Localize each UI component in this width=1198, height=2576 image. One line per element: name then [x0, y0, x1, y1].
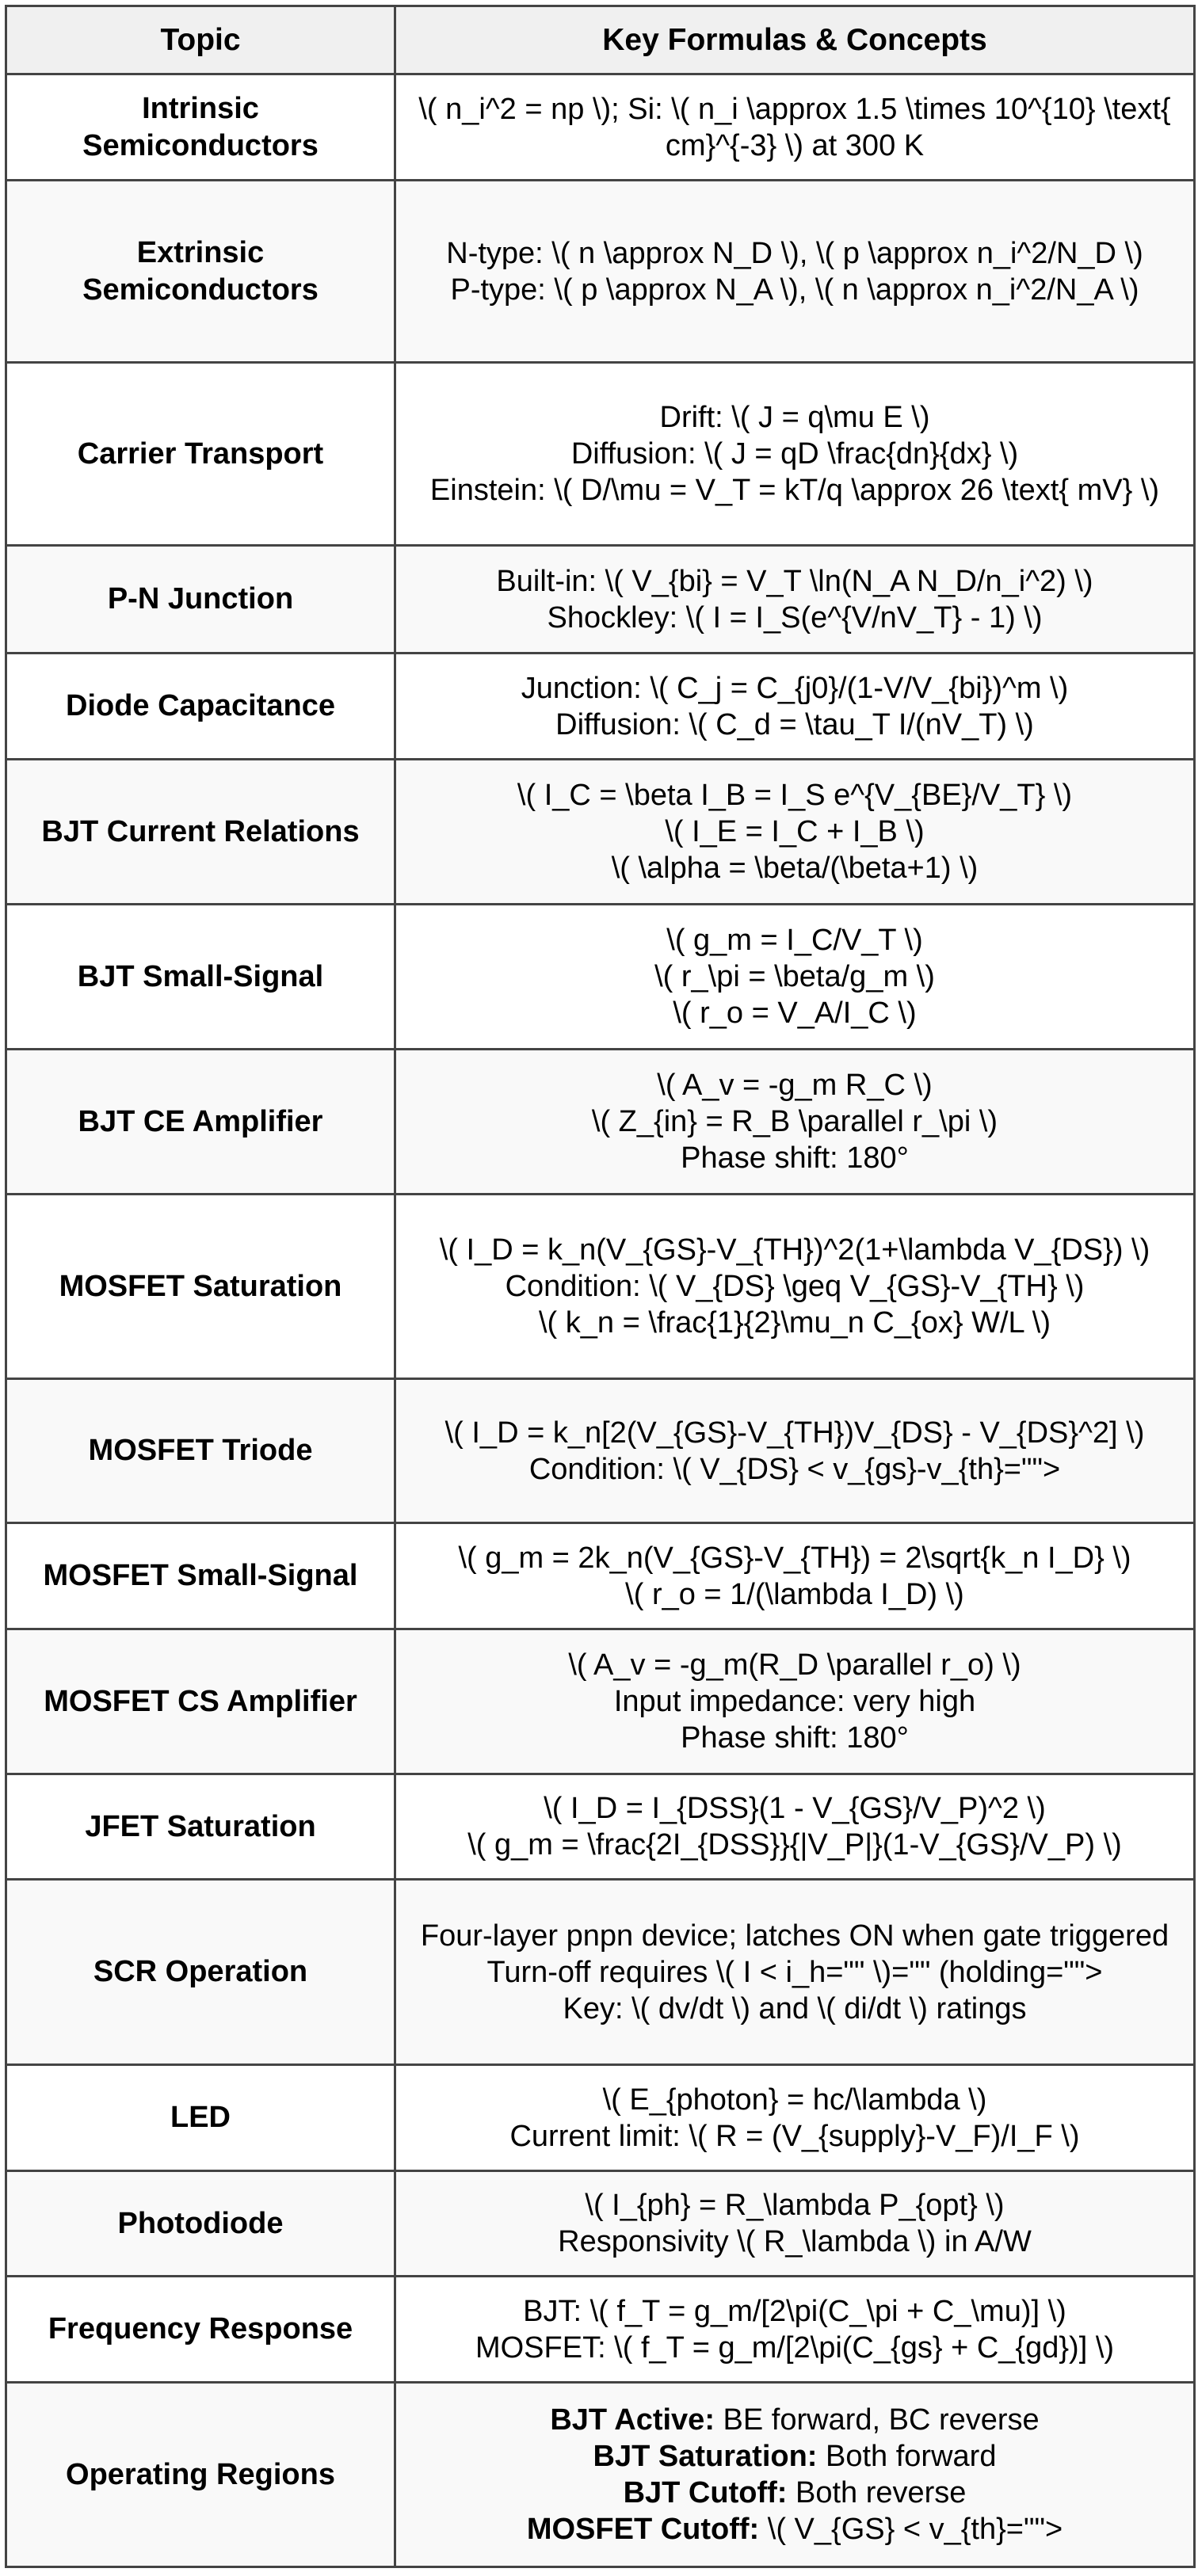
formula-cell	[395, 1774, 1195, 1880]
formula-line: \( g_m = I_C/V_T \)	[666, 924, 923, 957]
formula-cell	[395, 654, 1195, 760]
formula-line: \( r_o = 1/(\lambda I_D) \)	[625, 1577, 964, 1611]
topic-cell: P-N Junction	[6, 546, 395, 654]
formula-line: Einstein: \( D/\mu = V_T = kT/q \approx 26 \text{ mV} \)	[429, 474, 1160, 507]
table-row	[6, 2171, 1195, 2277]
formula-cell	[395, 1379, 1195, 1523]
topic-cell: MOSFET CS Amplifier	[6, 1629, 395, 1774]
formula-line: \( \alpha = \beta/(\beta+1) \)	[611, 852, 979, 885]
region-line	[412, 2511, 1177, 2547]
formula-cell	[395, 2383, 1195, 2567]
formula-cell	[395, 1629, 1195, 1774]
formula-line: \( A_v = -g_m(R_D \parallel r_o) \)	[568, 1648, 1021, 1682]
formula-line: \( I_{ph} = R_\lambda P_{opt} \)	[585, 2189, 1005, 2222]
table-row	[6, 181, 1195, 363]
region-text: Both forward	[817, 2440, 997, 2473]
table-row	[6, 654, 1195, 760]
topic-cell: Extrinsic Semiconductors	[6, 181, 395, 363]
formula-line: \( Z_{in} = R_B \parallel r_\pi \)	[591, 1105, 998, 1138]
formula-line: Diffusion: \( J = qD \frac{dn}{dx} \)	[570, 437, 1019, 471]
header-topic: Topic	[6, 6, 395, 74]
table-row	[6, 74, 1195, 181]
formula-line: \( I_E = I_C + I_B \)	[665, 815, 925, 848]
topic-cell: BJT CE Amplifier	[6, 1050, 395, 1195]
table-row	[6, 363, 1195, 546]
topic-cell: JFET Saturation	[6, 1774, 395, 1880]
formula-cell	[395, 1523, 1195, 1629]
topic-cell: Carrier Transport	[6, 363, 395, 546]
formula-line: \( I_D = k_n(V_{GS}-V_{TH})^2(1+\lambda V_{DS}) \)	[439, 1233, 1150, 1267]
table-row	[6, 1880, 1195, 2065]
formula-line: P-type: \( p \approx N_A \), \( n \approx n_i^2/N_A \)	[450, 272, 1139, 307]
formula-line: \( k_n = \frac{1}{2}\mu_n C_{ox} W/L \)	[538, 1306, 1051, 1339]
formula-line: \( g_m = \frac{2I_{DSS}}{|V_P|}(1-V_{GS}/V_P) \)	[467, 1828, 1122, 1862]
formula-cell	[395, 181, 1195, 363]
topic-cell: Diode Capacitance	[6, 654, 395, 760]
formula-line: N-type: \( n \approx N_D \), \( p \approx n_i^2/N_D \)	[446, 236, 1143, 270]
formula-cell	[395, 905, 1195, 1050]
formula-cell	[395, 2171, 1195, 2277]
formula-line: Condition: \( V_{DS} < v_{gs}-v_{th}="">	[528, 1452, 1061, 1486]
topic-cell: SCR Operation	[6, 1880, 395, 2065]
formula-line: Shockley: \( I = I_S(e^{V/nV_T} - 1) \)	[547, 600, 1043, 634]
formula-line: \( r_o = V_A/I_C \)	[673, 996, 917, 1030]
table-row	[6, 760, 1195, 905]
formula-line: \( r_\pi = \beta/g_m \)	[654, 960, 935, 993]
topic-cell: LED	[6, 2065, 395, 2171]
region-text: \( V_{GS} < v_{th}="">	[759, 2513, 1063, 2546]
header-row	[6, 6, 1195, 74]
formula-line: Built-in: \( V_{bi} = V_T \ln(N_A N_D/n_i^2) \)	[496, 564, 1093, 598]
formula-line: \( A_v = -g_m R_C \)	[657, 1069, 933, 1102]
region-label: BJT Cutoff:	[623, 2476, 788, 2509]
table-row	[6, 905, 1195, 1050]
table-row	[6, 2277, 1195, 2383]
topic-cell: Photodiode	[6, 2171, 395, 2277]
formula-cell	[395, 1050, 1195, 1195]
region-line	[412, 2402, 1177, 2438]
formula-reference-sheet	[5, 5, 1193, 2568]
formula-cell	[395, 363, 1195, 546]
topic-cell: Intrinsic Semiconductors	[6, 74, 395, 181]
formula-cell	[395, 74, 1195, 181]
table-row	[6, 1629, 1195, 1774]
table-row	[6, 2065, 1195, 2171]
topic-cell: Frequency Response	[6, 2277, 395, 2383]
table-row	[6, 546, 1195, 654]
formula-line: Diffusion: \( C_d = \tau_T I/(nV_T) \)	[555, 707, 1034, 741]
formula-line: Phase shift: 180°	[681, 1721, 909, 1755]
formula-line: MOSFET: \( f_T = g_m/[2\pi(C_{gs} + C_{gd})] \)	[475, 2330, 1115, 2365]
topic-cell: MOSFET Saturation	[6, 1195, 395, 1379]
formula-table	[5, 5, 1196, 2568]
formula-cell	[395, 1195, 1195, 1379]
region-text: Both reverse	[787, 2476, 967, 2509]
formula-line: Phase shift: 180°	[681, 1141, 909, 1175]
region-label: BJT Active:	[550, 2403, 715, 2437]
formula-line: \( E_{photon} = hc/\lambda \)	[602, 2083, 987, 2117]
formula-line: Current limit: \( R = (V_{supply}-V_F)/I_F \)	[509, 2119, 1080, 2153]
region-line	[412, 2475, 1177, 2511]
formula-cell	[395, 1880, 1195, 2065]
table-row	[6, 1379, 1195, 1523]
formula-line: \( n_i^2 = np \); Si: \( n_i \approx 1.5 \times 10^{10} \text{ cm}^{-3} \) at 300 K	[418, 92, 1171, 162]
topic-cell: BJT Small-Signal	[6, 905, 395, 1050]
region-text: BE forward, BC reverse	[714, 2403, 1040, 2437]
formula-cell	[395, 2277, 1195, 2383]
formula-line: Responsivity \( R_\lambda \) in A/W	[558, 2225, 1032, 2258]
topic-cell: MOSFET Small-Signal	[6, 1523, 395, 1629]
region-line	[412, 2438, 1177, 2475]
header-formulas: Key Formulas & Concepts	[395, 6, 1195, 74]
formula-line: \( I_D = k_n[2(V_{GS}-V_{TH})V_{DS} - V_{DS}^2] \)	[444, 1416, 1145, 1450]
formula-cell	[395, 760, 1195, 905]
formula-line: Drift: \( J = q\mu E \)	[659, 401, 930, 434]
table-row	[6, 2383, 1195, 2567]
formula-line: \( I_D = I_{DSS}(1 - V_{GS}/V_P)^2 \)	[544, 1792, 1046, 1825]
formula-cell	[395, 546, 1195, 654]
formula-line: \( g_m = 2k_n(V_{GS}-V_{TH}) = 2\sqrt{k_n I_D} \)	[458, 1541, 1131, 1575]
table-row	[6, 1050, 1195, 1195]
formula-line: Input impedance: very high	[613, 1685, 976, 1718]
formula-line: Junction: \( C_j = C_{j0}/(1-V/V_{bi})^m \)	[521, 671, 1069, 705]
formula-line: Key: \( dv/dt \) and \( di/dt \) ratings	[563, 1991, 1027, 2025]
formula-line: Turn-off requires \( I < i_h="" \)="" (holding="">	[486, 1955, 1103, 1989]
formula-cell	[395, 2065, 1195, 2171]
table-row	[6, 1195, 1195, 1379]
formula-line: Four-layer pnpn device; latches ON when gate triggered	[420, 1919, 1169, 1953]
region-label: MOSFET Cutoff:	[526, 2513, 760, 2546]
topic-cell: BJT Current Relations	[6, 760, 395, 905]
formula-line: BJT: \( f_T = g_m/[2\pi(C_\pi + C_\mu)] \)	[523, 2294, 1066, 2328]
topic-cell: MOSFET Triode	[6, 1379, 395, 1523]
table-row	[6, 1774, 1195, 1880]
formula-line: \( I_C = \beta I_B = I_S e^{V_{BE}/V_T} \)	[517, 779, 1073, 812]
topic-cell: Operating Regions	[6, 2383, 395, 2567]
formula-line: Condition: \( V_{DS} \geq V_{GS}-V_{TH} \)	[505, 1270, 1085, 1303]
table-row	[6, 1523, 1195, 1629]
region-label: BJT Saturation:	[593, 2440, 818, 2473]
